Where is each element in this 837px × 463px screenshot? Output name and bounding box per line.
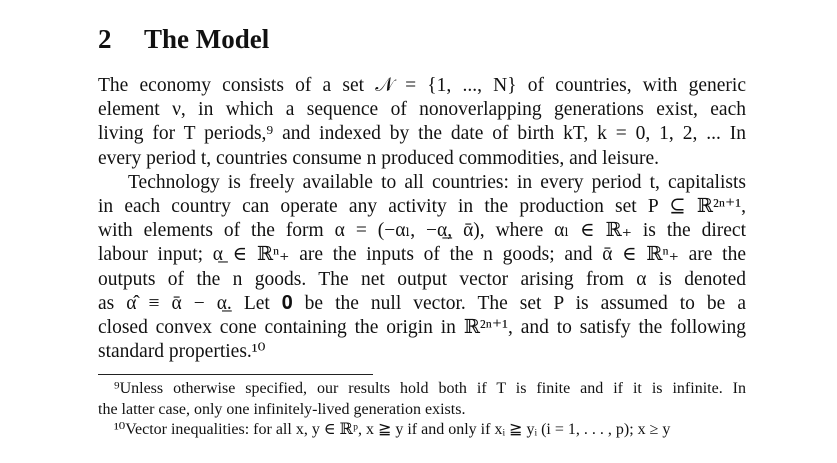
footnote-9 bbox=[98, 379, 746, 420]
text-line: every period t, countries consume n produced commodities, and leisure. bbox=[98, 147, 660, 169]
text-line: element ν, in which a sequence of nonoverlapping generations exist, each bbox=[98, 99, 746, 121]
text-line: The economy consists of a set 𝒩 = {1, ..., N} of countries, with generic bbox=[98, 75, 746, 96]
text-line: standard properties.¹⁰ bbox=[98, 341, 266, 363]
section-number: 2 bbox=[98, 24, 112, 54]
footnote-10 bbox=[98, 420, 746, 441]
paragraph-1 bbox=[98, 74, 746, 171]
body-text bbox=[98, 74, 746, 364]
text-line: with elements of the form α = (−αₗ, −α̲, ᾱ), where αₗ ∈ ℝ₊ is the direct bbox=[98, 220, 746, 242]
section-title: The Model bbox=[144, 24, 270, 54]
text-line: closed convex cone containing the origin in ℝ²ⁿ⁺¹, and to satisfy the following bbox=[98, 316, 746, 338]
text-line: labour input; α̲ ∈ ℝⁿ₊ are the inputs of the n goods; and ᾱ ∈ ℝⁿ₊ are the bbox=[98, 244, 746, 266]
paragraph-2 bbox=[98, 171, 746, 365]
text-line: living for T periods,⁹ and indexed by the date of birth kT, k = 0, 1, 2, ... In bbox=[98, 123, 746, 145]
footnote-divider bbox=[98, 374, 373, 375]
text-line: Technology is freely available to all countries: in every period t, capitalists bbox=[128, 171, 746, 193]
text-line: in each country can operate any activity in the production set P ⊆ ℝ²ⁿ⁺¹, bbox=[98, 195, 746, 217]
text-line: as α̂ ≡ ᾱ − α̲. Let 𝟎 be the null vector. The set P is assumed to be a bbox=[98, 292, 746, 314]
footnote-line: ⁹Unless otherwise specified, our results hold both if T is finite and if it is infinite. In bbox=[114, 380, 746, 397]
section-heading bbox=[98, 22, 269, 56]
footnote-line: ¹⁰Vector inequalities: for all x, y ∈ ℝᵖ, x ≧ y if and only if xᵢ ≧ yᵢ (i = 1, . . . , p); x ≥ y bbox=[114, 421, 671, 438]
footnotes bbox=[98, 379, 746, 441]
text-line: outputs of the n goods. The net output vector arising from α is denoted bbox=[98, 268, 746, 290]
footnote-line: the latter case, only one infinitely-lived generation exists. bbox=[98, 400, 466, 418]
